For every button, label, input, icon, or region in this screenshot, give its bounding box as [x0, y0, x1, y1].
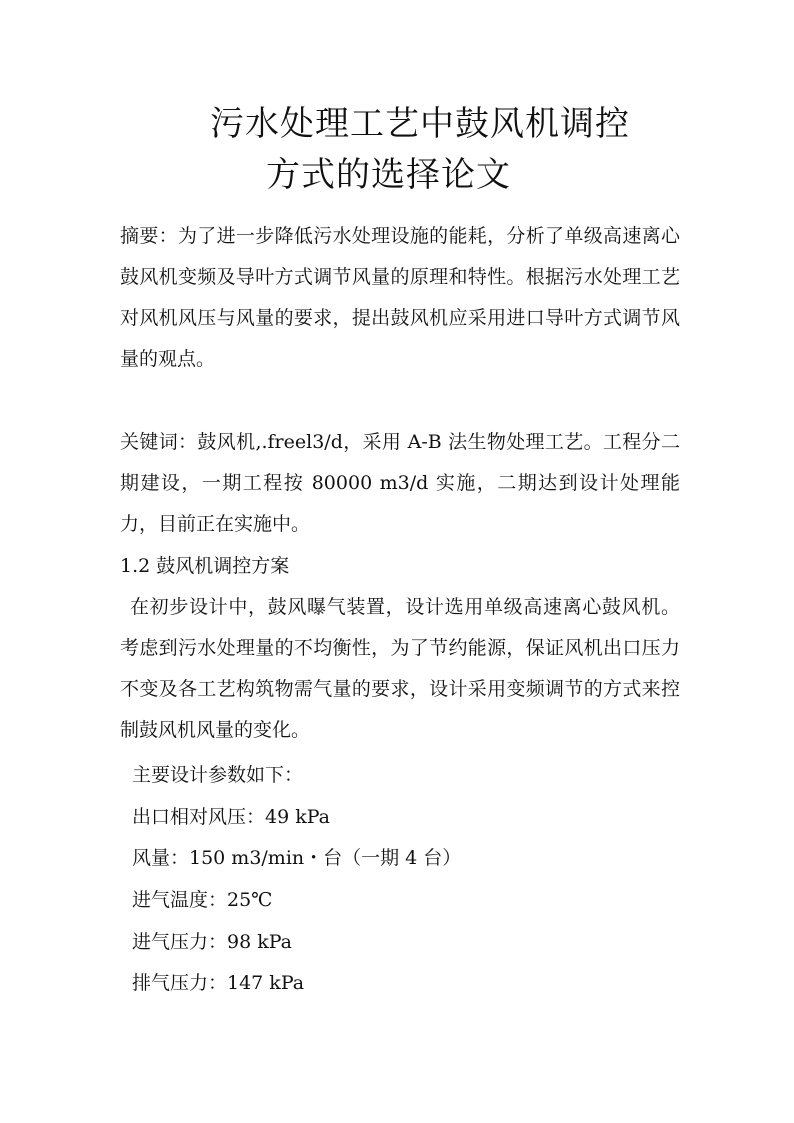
- param-exhaust-pressure: 排气压力：147 kPa: [132, 972, 305, 994]
- abstract-paragraph: 摘要：为了进一步降低污水处理设施的能耗，分析了单级高速离心鼓风机变频及导叶方式调节风量的原理和特性。根据污水处理工艺对风机风压与风量的要求，提出鼓风机应采用进口导叶方式调节风量的观点。: [120, 225, 680, 370]
- param-air-volume: 风量：150 m3/min・台（一期 4 台）: [132, 847, 462, 869]
- document-title-line-1: 污水处理工艺中鼓风机调控: [210, 104, 630, 144]
- param-inlet-temperature: 进气温度：25℃: [132, 889, 273, 911]
- param-outlet-pressure: 出口相对风压：49 kPa: [132, 806, 330, 828]
- params-intro: 主要设计参数如下：: [132, 764, 304, 786]
- section-body-paragraph: 在初步设计中，鼓风曝气装置，设计选用单级高速离心鼓风机。考虑到污水处理量的不均衡性，为了节约能源，保证风机出口压力不变及各工艺构筑物需气量的要求，设计采用变频调节的方式来控制鼓风机风量的变化。: [120, 596, 680, 741]
- keywords-paragraph: 关键词：鼓风机,.freel3/d，采用 A-B 法生物处理工艺。工程分二期建设，一期工程按 80000 m3/d 实施，二期达到设计处理能力，目前正在实施中。: [120, 431, 680, 535]
- section-heading: 1.2 鼓风机调控方案: [120, 555, 290, 577]
- document-title-line-2: 方式的选择论文: [266, 155, 511, 195]
- param-inlet-pressure: 进气压力：98 kPa: [132, 931, 292, 953]
